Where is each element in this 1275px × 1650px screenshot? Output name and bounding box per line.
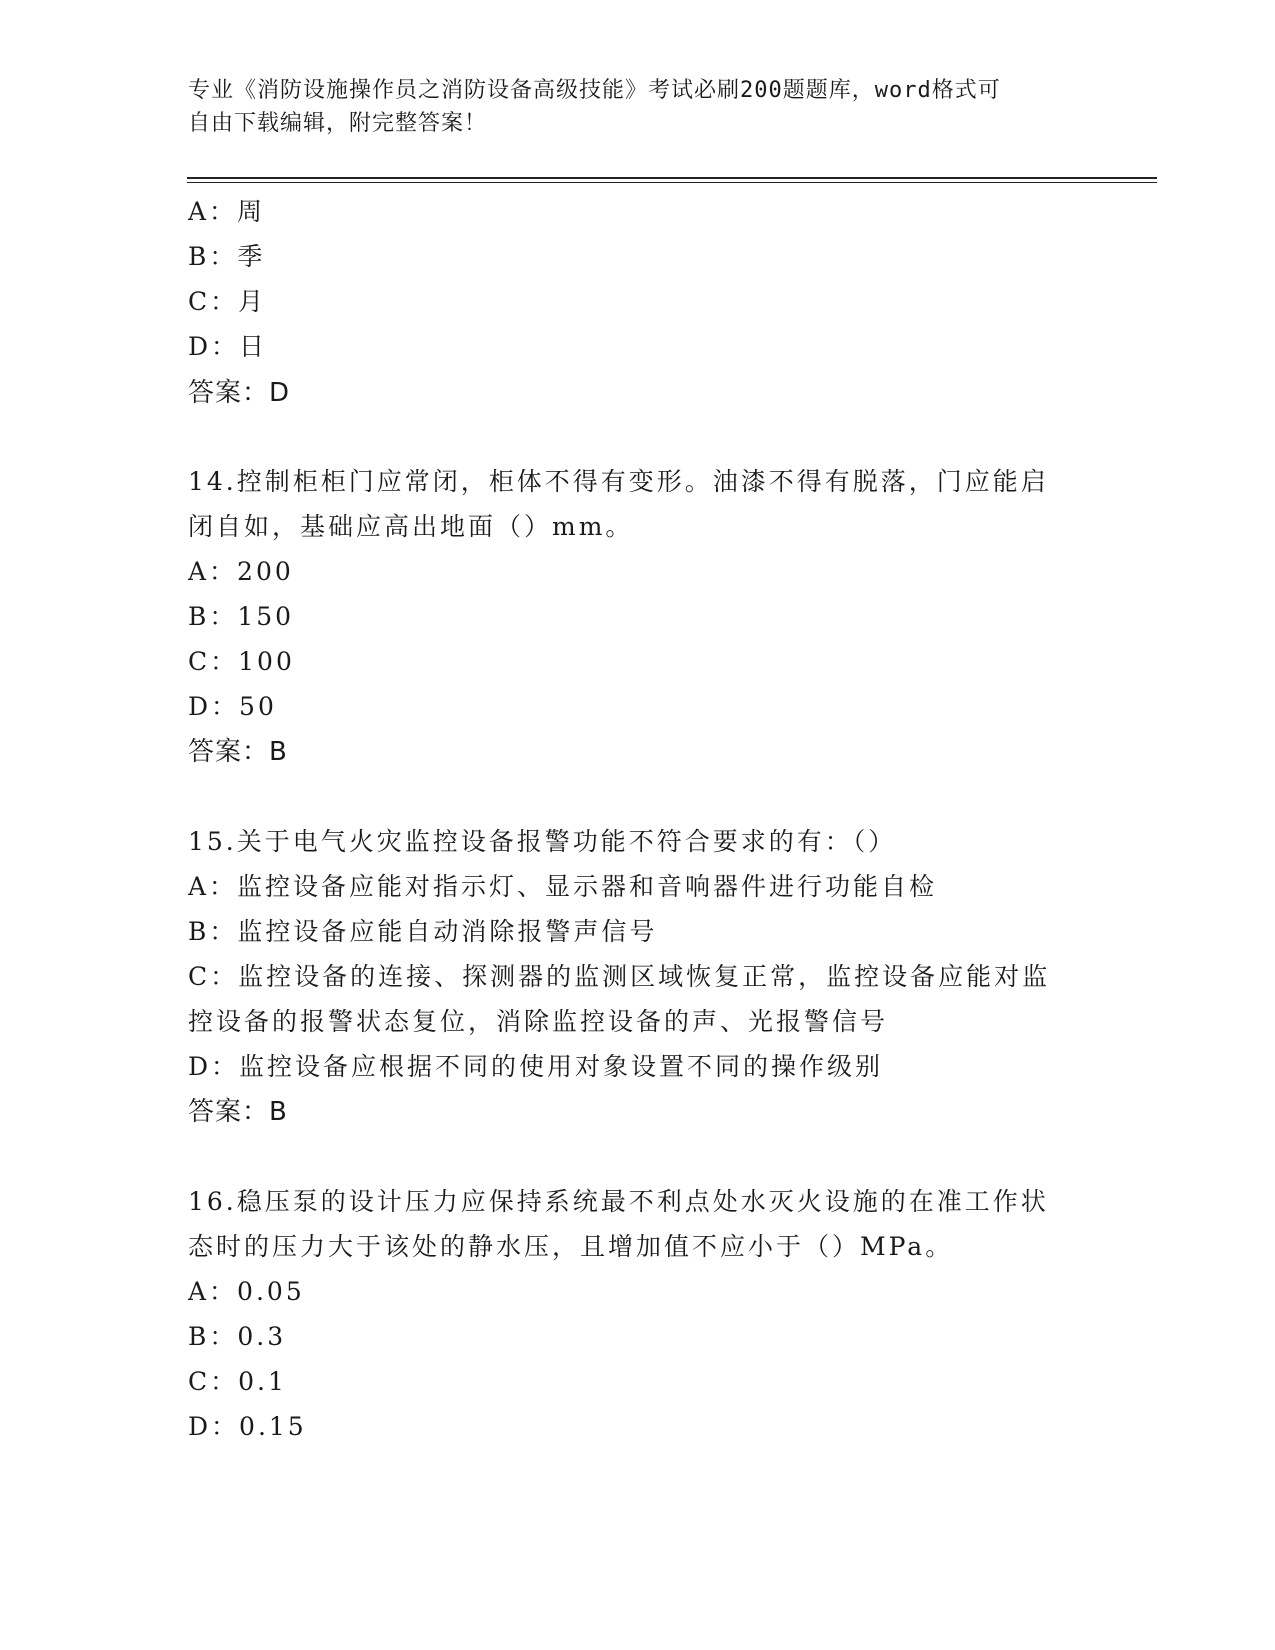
header-text (188, 74, 1088, 140)
question-stem-line-2: 闭自如，基础应高出地面（）mm。 (188, 512, 634, 541)
answer: 答案：D (188, 378, 291, 408)
option-a: A：监控设备应能对指示灯、显示器和音响器件进行功能自检 (188, 872, 938, 901)
option-c: C：月 (188, 287, 267, 316)
option-d: D：50 (188, 692, 277, 721)
header-rule-thin (187, 182, 1157, 183)
answer: 答案：B (188, 1097, 288, 1127)
header-rule-thick (187, 177, 1157, 179)
option-c: C：100 (188, 647, 295, 676)
option-d: D：0.15 (188, 1412, 307, 1441)
option-d: D：监控设备应根据不同的使用对象设置不同的操作级别 (188, 1052, 884, 1081)
answer: 答案：B (188, 737, 288, 767)
question-stem-line-2: 态时的压力大于该处的静水压，且增加值不应小于（）MPa。 (188, 1232, 954, 1261)
option-a: A：周 (188, 197, 266, 226)
option-b: B：150 (188, 602, 295, 631)
option-c-line-1: C：监控设备的连接、探测器的监测区域恢复正常，监控设备应能对监 (188, 962, 1051, 991)
option-c-line-2: 控设备的报警状态复位，消除监控设备的声、光报警信号 (188, 1007, 889, 1036)
option-d: D：日 (188, 332, 268, 361)
header-line-1: 专业《消防设施操作员之消防设备高级技能》考试必刷200题题库，word格式可 (188, 78, 1001, 103)
option-b: B：监控设备应能自动消除报警声信号 (188, 917, 658, 946)
option-c: C：0.1 (188, 1367, 287, 1396)
option-b: B：季 (188, 242, 266, 271)
question-stem-line-1: 14.控制柜柜门应常闭，柜体不得有变形。油漆不得有脱落，门应能启 (188, 467, 1049, 496)
question-stem-line-1: 15.关于电气火灾监控设备报警功能不符合要求的有：（） (188, 827, 897, 856)
header-line-2: 自由下载编辑，附完整答案！ (188, 111, 488, 136)
question-stem-line-1: 16.稳压泵的设计压力应保持系统最不利点处水灭火设施的在准工作状 (188, 1187, 1049, 1216)
option-b: B：0.3 (188, 1322, 287, 1351)
option-a: A：200 (188, 557, 294, 586)
option-a: A：0.05 (188, 1277, 305, 1306)
